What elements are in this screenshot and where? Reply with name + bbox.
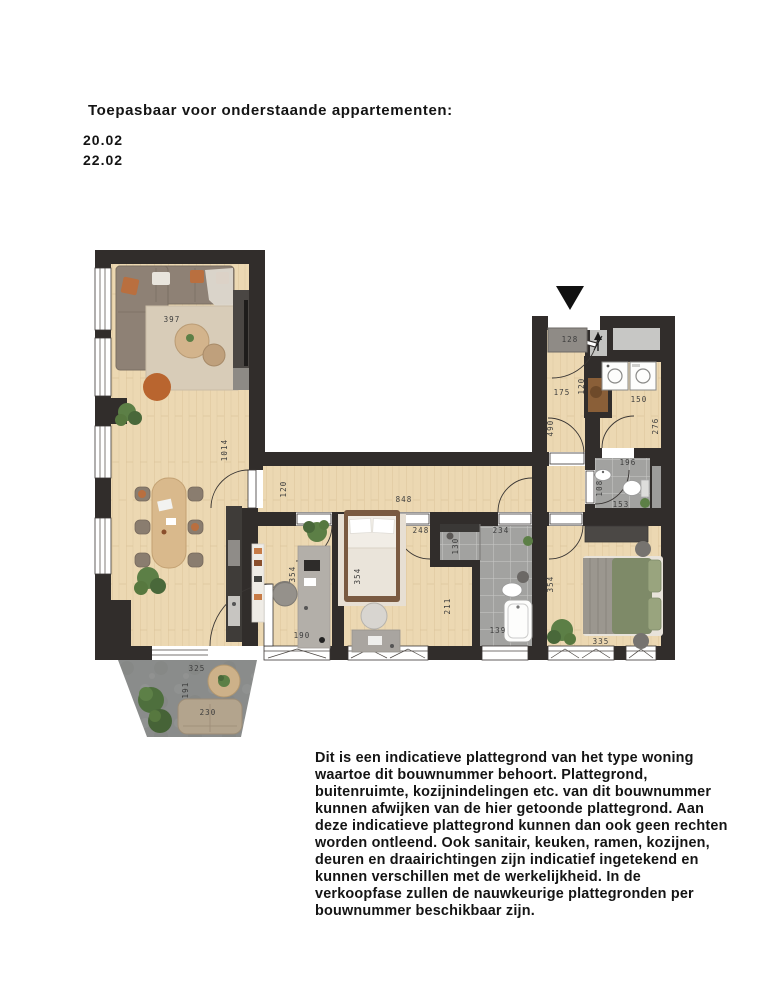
dimension-label: 335 xyxy=(592,637,610,646)
dimension-label: 848 xyxy=(395,495,413,504)
entrance-arrow-icon xyxy=(556,286,584,310)
office-chair xyxy=(273,582,297,606)
plant xyxy=(640,498,650,508)
window xyxy=(95,426,111,478)
dimension-label: 175 xyxy=(553,388,571,397)
toilet-closet xyxy=(652,466,661,508)
dimension-label: 130 xyxy=(451,537,460,555)
disclaimer-text: Dit is een indicatieve plattegrond van het type woning waartoe dit bouwnummer behoort. Plattegrond, buitenruimte, kozijnindelingen etc. van dit bouwnummer kunnen afwijken van de hier getoonde plattegrond. Aan deze indicatieve plattegrond kunnen dan ook geen rechten worden ontleend. Ook sanitair, keuken, ramen, kozijnen, deuren en draairichtingen zijn indicatief ingetekend en kunnen verschillen met de werkelijkheid. In de verkoopfase zullen de nauwkeurige plattegronden per bouwnummer beschikbaar zijn. xyxy=(315,750,728,920)
dimension-label: 234 xyxy=(492,526,510,535)
window xyxy=(95,338,111,396)
window xyxy=(95,518,111,574)
balcony-door xyxy=(264,584,273,646)
dimension-label: 276 xyxy=(651,417,660,435)
dimension-label: 196 xyxy=(619,458,637,467)
bathroom-door xyxy=(499,514,531,524)
bathtub xyxy=(504,600,532,642)
washer xyxy=(602,362,628,390)
bed2 xyxy=(344,510,400,602)
dimension-label: 128 xyxy=(561,335,579,344)
dimension-label: 120 xyxy=(279,480,288,498)
bookshelf xyxy=(252,544,264,622)
toilet-door xyxy=(586,471,594,503)
entry-hall-door xyxy=(550,453,584,464)
balcony-table xyxy=(208,665,240,697)
dimension-label: 108 xyxy=(595,479,604,497)
dimension-label: 191 xyxy=(181,681,190,699)
apartment-number: 20.02 xyxy=(83,132,124,148)
dimension-label: 211 xyxy=(443,597,452,615)
dimension-label: 153 xyxy=(612,500,630,509)
dimension-label: 139 xyxy=(489,626,507,635)
kitchen-block xyxy=(226,506,242,642)
dining-table xyxy=(152,478,186,568)
dimension-label: 490 xyxy=(546,419,555,437)
page-title: Toepasbaar voor onderstaande appartementen: xyxy=(88,102,453,120)
dimension-label: 190 xyxy=(293,631,311,640)
toilet-sink xyxy=(595,470,611,481)
dimension-label: 354 xyxy=(288,565,297,583)
wardrobe xyxy=(585,526,648,542)
dimension-label: 248 xyxy=(412,526,430,535)
toilet-bowl xyxy=(623,480,649,497)
bedroom1-door xyxy=(550,514,582,524)
dimension-label: 150 xyxy=(630,395,648,404)
living-hall-door xyxy=(248,470,256,508)
dimension-label: 354 xyxy=(546,575,555,593)
side-table xyxy=(635,541,651,557)
tv-cabinet xyxy=(233,290,249,390)
dimension-label: 354 xyxy=(353,567,362,585)
dimension-label: 1014 xyxy=(220,438,229,462)
dimension-label: 325 xyxy=(188,664,206,673)
window xyxy=(95,268,111,330)
bed1 xyxy=(583,556,663,636)
apartment-number: 22.02 xyxy=(83,152,124,168)
window xyxy=(548,646,614,660)
dimension-label: 120 xyxy=(577,377,586,395)
plant xyxy=(523,536,533,546)
side-table xyxy=(633,633,649,649)
window xyxy=(482,646,528,660)
pouf xyxy=(143,373,171,401)
dimension-label: 230 xyxy=(199,708,217,717)
dimension-label: 397 xyxy=(163,315,181,324)
dryer xyxy=(630,362,656,390)
